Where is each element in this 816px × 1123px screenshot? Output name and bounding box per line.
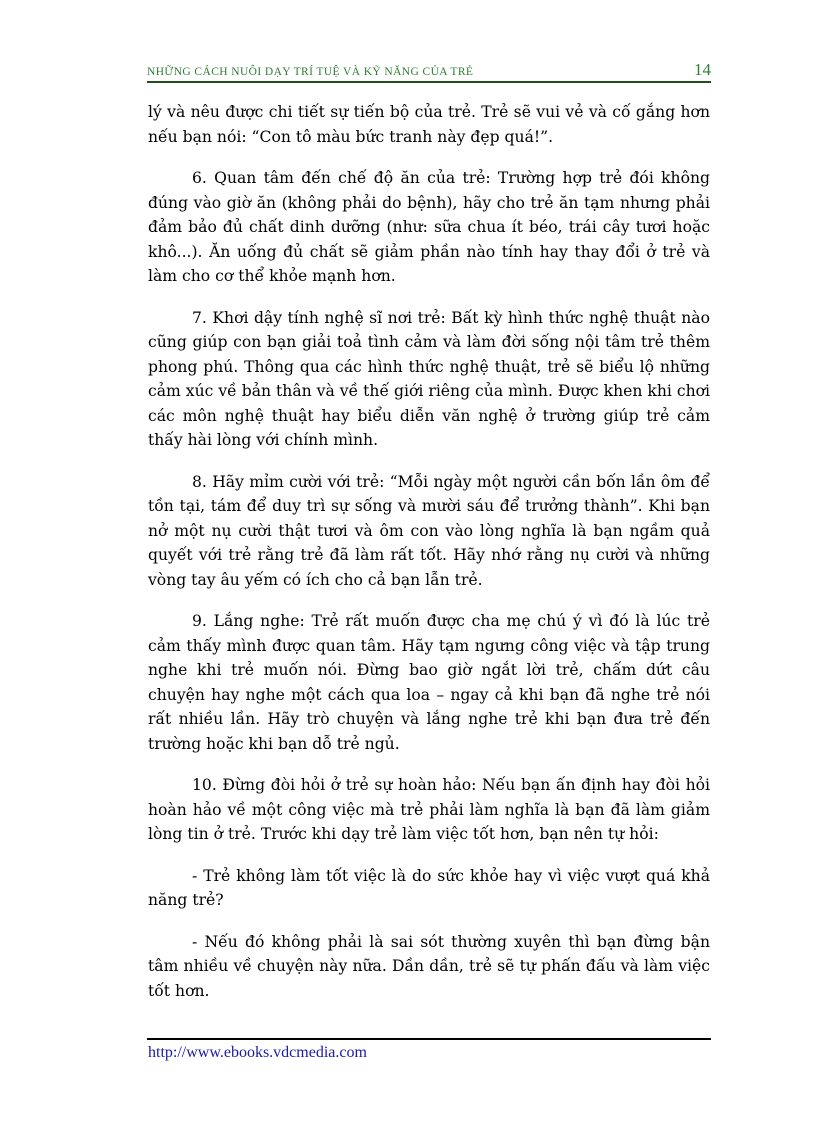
paragraph-continuation: lý và nêu được chi tiết sự tiến bộ của trẻ. Trẻ sẽ vui vẻ và cố gắng hơn nếu bạn nói: “Con tô màu bức tranh này đẹp quá!”.: [148, 103, 710, 146]
header-divider: [147, 81, 711, 83]
paragraph-item-10: 10. Đừng đòi hỏi ở trẻ sự hoàn hảo: Nếu bạn ấn định hay đòi hỏi hoàn hảo về một công việc mà trẻ phải làm nghĩa là bạn đã làm giảm lòng tin ở trẻ. Trước khi dạy trẻ làm việc tốt hơn, bạn nên tự hỏi:: [148, 776, 710, 843]
page-body: [148, 100, 710, 1020]
paragraph-bullet-2: - Nếu đó không phải là sai sót thường xuyên thì bạn đừng bận tâm nhiều về chuyện này nữa. Dần dần, trẻ sẽ tự phấn đấu và làm việc tốt hơn.: [148, 932, 710, 1000]
book-title: NHỮNG CÁCH NUÔI DẠY TRÍ TUỆ VÀ KỸ NĂNG CỦA TRẺ: [147, 66, 474, 78]
paragraph-item-6: 6. Quan tâm đến chế độ ăn của trẻ: Trường hợp trẻ đói không đúng vào giờ ăn (không phải do bệnh), hãy cho trẻ ăn tạm nhưng phải đảm bảo đủ chất dinh dưỡng (như: sữa chua ít béo, trái cây tươi hoặc khô...). Ăn uống đủ chất sẽ giảm phần nào tính hay thay đổi ở trẻ và làm cho cơ thể khỏe mạnh hơn.: [148, 169, 710, 285]
footer-divider: [147, 1038, 711, 1040]
paragraph-item-9: 9. Lắng nghe: Trẻ rất muốn được cha mẹ chú ý vì đó là lúc trẻ cảm thấy mình được quan tâm. Hãy tạm ngưng công việc và tập trung nghe khi trẻ muốn nói. Đừng bao giờ ngắt lời trẻ, chấm dứt câu chuyện hay nghe một cách qua loa – ngay cả khi bạn đã nghe trẻ nói rất nhiều lần. Hãy trò chuyện và lắng nghe trẻ khi bạn đưa trẻ đến trường hoặc khi bạn dỗ trẻ ngủ.: [148, 612, 710, 753]
footer-website-link[interactable]: http://www.ebooks.vdcmedia.com: [148, 1044, 367, 1061]
paragraph-item-8: 8. Hãy mỉm cười với trẻ: “Mỗi ngày một người cần bốn lần ôm để tồn tại, tám để duy trì sự sống và mười sáu để trưởng thành”. Khi bạn nở một nụ cười thật tươi và ôm con vào lòng nghĩa là bạn ngầm quả quyết với trẻ rằng trẻ đã làm rất tốt. Hãy nhớ rằng nụ cười và những vòng tay âu yếm có ích cho cả bạn lẫn trẻ.: [148, 472, 710, 589]
paragraph-bullet-1: - Trẻ không làm tốt việc là do sức khỏe hay vì việc vượt quá khả năng trẻ?: [148, 866, 710, 909]
page-header: [147, 60, 711, 82]
page-number: 14: [694, 60, 711, 79]
paragraph-item-7: 7. Khơi dậy tính nghệ sĩ nơi trẻ: Bất kỳ hình thức nghệ thuật nào cũng giúp con bạn giải toả tình cảm và làm đời sống nội tâm trẻ thêm phong phú. Thông qua các hình thức nghệ thuật, trẻ sẽ biểu lộ những cảm xúc về bản thân và về thế giới riêng của mình. Được khen khi chơi các môn nghệ thuật hay biểu diễn văn nghệ ở trường giúp trẻ cảm thấy hài lòng với chính mình.: [148, 308, 710, 449]
